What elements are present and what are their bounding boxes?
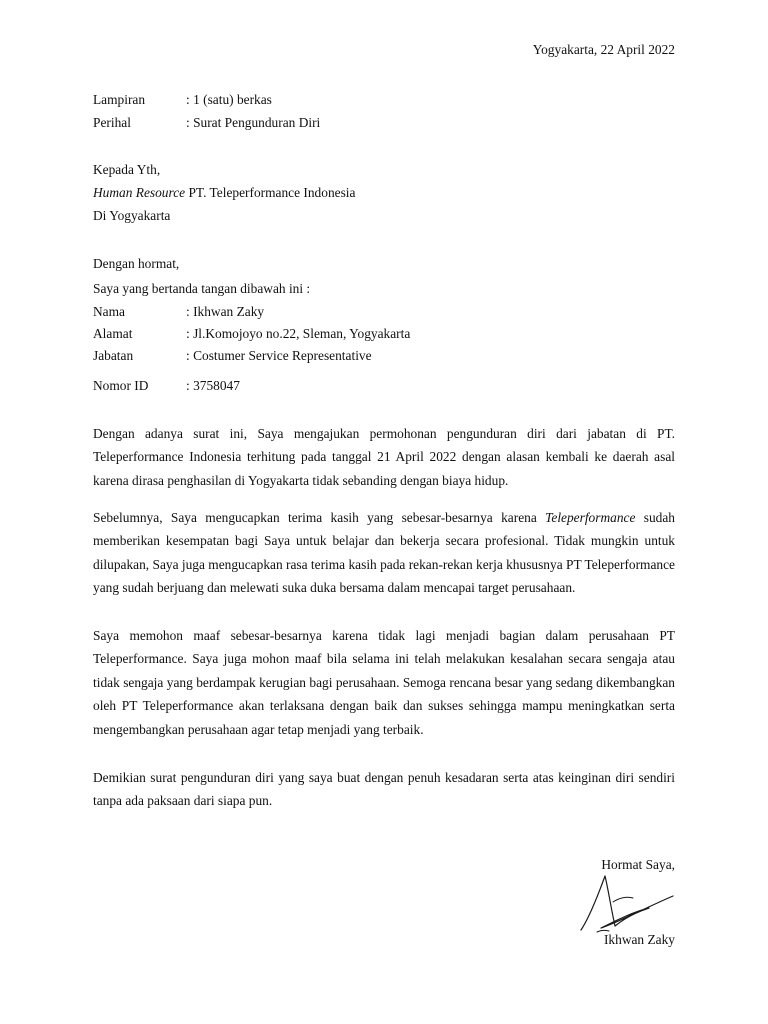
recipient-dept: Human Resource xyxy=(93,185,186,200)
recipient-name xyxy=(93,185,355,201)
intro-text: Saya yang bertanda tangan dibawah ini : xyxy=(93,281,311,296)
paragraph-2-part-a: Sebelumnya, Saya mengucapkan terima kasih yang sebesar-besarnya karena xyxy=(93,510,546,525)
meta-row-lampiran xyxy=(93,92,272,108)
meta-row-perihal xyxy=(93,115,320,131)
paragraph-2 xyxy=(93,506,675,600)
meta-label: Perihal xyxy=(93,115,131,130)
identity-value: : 3758047 xyxy=(186,378,240,393)
identity-label: Jabatan xyxy=(93,348,134,363)
identity-value: : Jl.Komojoyo no.22, Sleman, Yogyakarta xyxy=(186,326,411,341)
meta-value: : 1 (satu) berkas xyxy=(186,92,272,107)
meta-value: : Surat Pengunduran Diri xyxy=(186,115,321,130)
paragraph-2-company: Teleperformance xyxy=(545,510,636,525)
identity-row-jabatan xyxy=(93,348,372,364)
identity-row-nama xyxy=(93,304,264,320)
paragraph-2-part-b: sudah memberikan kesempatan bagi Saya untuk belajar dan bekerja secara profesional. Tidak mungkin untuk dilupakan, Saya juga mengucapkan rasa terima kasih pada rekan-rekan kerja khususnya PT Teleperformance yang sudah berjuang dan melewati suka duka bersama dalam mencapai target perusahaan. xyxy=(93,510,676,596)
paragraph-4: Demikian surat pengunduran diri yang saya buat dengan penuh kesadaran serta atas keinginan diri sendiri tanpa ada paksaan dari siapa pun. xyxy=(93,770,675,809)
paragraph-1: Dengan adanya surat ini, Saya mengajukan permohonan pengunduran diri dari jabatan di PT. Teleperformance Indonesia terhitung pada tanggal 21 April 2022 dengan alasan kembali ke daerah asal karena dirasa penghasilan di Yogyakarta tidak sebanding dengan biaya hidup. xyxy=(93,426,675,488)
closing-salutation: Hormat Saya, xyxy=(601,857,675,872)
identity-row-alamat xyxy=(93,326,410,342)
identity-value: : Costumer Service Representative xyxy=(186,348,372,363)
place-date: Yogyakarta, 22 April 2022 xyxy=(532,42,675,57)
greeting: Dengan hormat, xyxy=(93,256,180,271)
identity-row-nomor-id xyxy=(93,378,240,394)
recipient-salutation: Kepada Yth, xyxy=(93,162,161,177)
meta-label: Lampiran xyxy=(93,92,146,107)
recipient-company: PT. Teleperformance Indonesia xyxy=(185,185,356,200)
paragraph-3: Saya memohon maaf sebesar-besarnya karena tidak lagi menjadi bagian dalam perusahaan PT Teleperformance. Saya juga mohon maaf bila selama ini telah melakukan kesalahan secara sengaja atau tidak sengaja yang berdampak kerugian bagi perusahaan. Semoga rencana besar yang sedang dikembangkan oleh PT Teleperformance akan terlaksana dengan baik dan sukses sehingga mampu meningkatkan serta mengembangkan perusahaan agar tetap menjadi yang terbaik. xyxy=(93,628,675,737)
recipient-location: Di Yogyakarta xyxy=(93,208,171,223)
signatory-name: Ikhwan Zaky xyxy=(603,932,675,947)
identity-label: Nama xyxy=(93,304,125,319)
identity-label: Alamat xyxy=(93,326,133,341)
identity-value: : Ikhwan Zaky xyxy=(186,304,265,319)
identity-label: Nomor ID xyxy=(93,378,149,393)
